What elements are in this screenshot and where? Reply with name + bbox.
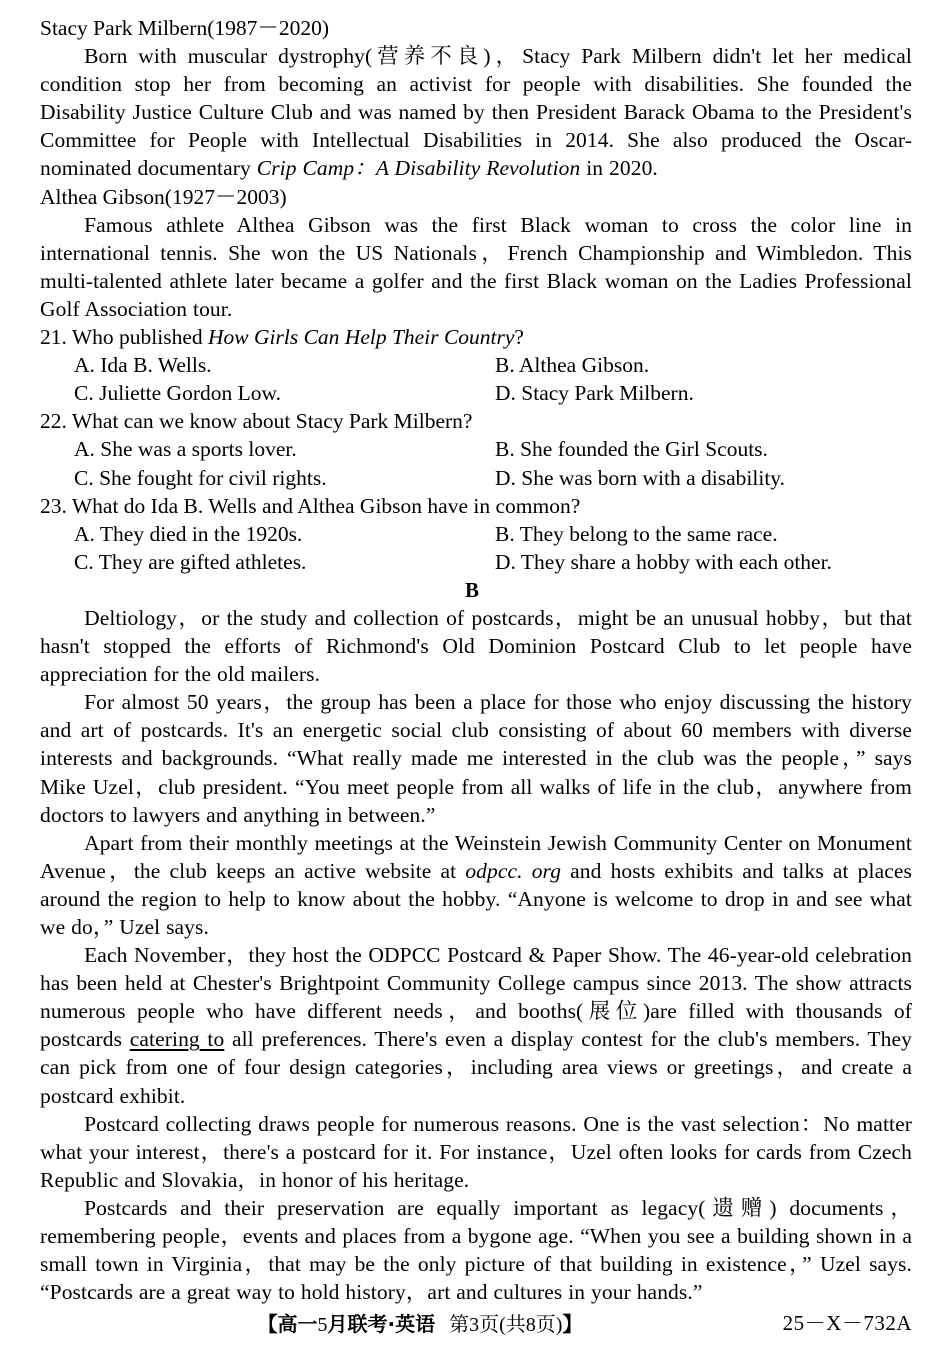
question-22-option-c[interactable]: C. She fought for civil rights. [74, 465, 327, 490]
question-22-options-row-1 [40, 435, 912, 463]
question-23-option-c[interactable]: C. They are gifted athletes. [74, 549, 307, 574]
paper-code: 25－X－732A [782, 1311, 912, 1335]
question-23-stem [40, 492, 912, 520]
question-21-option-c[interactable]: C. Juliette Gordon Low. [74, 381, 282, 406]
question-21-number: 21. [40, 325, 67, 350]
passage-b-paragraph-1: Deltiology，or the study and collection of postcards，might be an unusual hobby，but that hasn't stopped the efforts of Richmond's Old Dominion Postcard Club to let people have appreciation for the old mailers. [40, 605, 912, 687]
passage-b-p3-part2: and hosts exhibits and talks at places around the region to help to know about the hobby. “Anyone is welcome to drop in and see what we do，” Uzel says. [40, 858, 912, 939]
question-21-option-b[interactable]: B. Althea Gibson. [495, 353, 650, 378]
question-23-options-row-2 [40, 548, 912, 576]
footer-total-pages: 8 [525, 1313, 536, 1336]
question-22-option-a[interactable]: A. She was a sports lover. [74, 437, 297, 462]
question-21-options-row-1 [40, 351, 912, 379]
passage-b-p4-part1: Each November，they host the ODPCC Postcard & Paper Show. The 46-year-old celebration has been held at Chester's Brightpoint Community College campus since 2013. The show attracts numerous people who have different needs，and booths(展位)are filled with thousands of postcards [40, 943, 912, 1052]
person1-body-part2: in 2020. [580, 156, 658, 181]
passage-b-paragraph-3 [40, 829, 912, 941]
footer-page-suffix: 页) [535, 1313, 563, 1336]
question-22-number: 22. [40, 409, 67, 434]
passage-b-paragraph-6: Postcards and their preservation are equally important as legacy(遗赠) documents，remembering people，events and places from a bygone age. “When you see a building shown in a small town in Virginia，that may be the only picture of that building in existence，” Uzel says. “Postcards are a great way to hold history，art and cultures in your hands.” [40, 1195, 912, 1305]
question-23-option-b[interactable]: B. They belong to the same race. [495, 521, 778, 546]
passage-b-paragraph-5: Postcard collecting draws people for numerous reasons. One is the vast selection：No matter what your interest，there's a postcard for it. For instance，Uzel often looks for cards from Czech Republic and Slovakia，in honor of his heritage. [40, 1111, 912, 1192]
question-23-number: 23. [40, 493, 67, 518]
footer-separator: · [387, 1311, 396, 1336]
passage-b-p4-part2: all preferences. There's even a display contest for the club's members. They can pick from one of four design categories，including area views or greetings，and create a postcard exhibit. [40, 1027, 912, 1108]
question-23-text: What do Ida B. Wells and Althea Gibson have in common? [66, 493, 581, 518]
question-21-stem [40, 323, 912, 351]
person1-body-part1: Born with muscular dystrophy(营养不良)，Stacy Park Milbern didn't let her medical condition stop her from becoming an activist for people with disabilities. She founded the Disability Justice Culture Club and was named by then President Barack Obama to the President's Committee for People with Intellectual Disabilities in 2014. She also produced the Oscar-nominated documentary [40, 44, 912, 181]
question-22-option-b[interactable]: B. She founded the Girl Scouts. [495, 437, 768, 462]
footer-page-prefix: 第 [449, 1313, 470, 1336]
question-22-option-d[interactable]: D. She was born with a disability. [495, 465, 786, 490]
person2-heading: Althea Gibson(1927－2003) [40, 184, 287, 209]
footer-exam-label: 高一 [277, 1311, 318, 1336]
person1-body [40, 42, 912, 182]
footer-page-mid: 页(共 [479, 1313, 526, 1336]
question-22-stem [40, 407, 912, 435]
passage-b-paragraph-4 [40, 941, 912, 1110]
footer-page-number: 3 [469, 1313, 480, 1336]
question-22-options-row-2 [40, 464, 912, 492]
underlined-phrase-catering-to: catering to [129, 1027, 225, 1052]
website-url: odpcc. org [465, 858, 562, 883]
person2-body: Famous athlete Althea Gibson was the first Black woman to cross the color line in international tennis. She won the US Nationals，French Championship and Wimbledon. This multi-talented athlete later became a golfer and the first Black woman on the Ladies Professional Golf Association tour. [40, 212, 912, 321]
question-23-option-a[interactable]: A. They died in the 1920s. [74, 521, 303, 546]
section-letter-b: B [464, 577, 479, 602]
passage-b-p3-part1: Apart from their monthly meetings at the Weinstein Jewish Community Center on Monument Avenue，the club keeps an active website at [40, 830, 912, 883]
question-21-option-d[interactable]: D. Stacy Park Milbern. [495, 381, 694, 406]
question-21-suffix: ? [514, 325, 524, 350]
footer-bracket-close: 】 [562, 1311, 583, 1336]
question-21-options-row-2 [40, 379, 912, 407]
footer-month-number: 5 [317, 1313, 328, 1336]
footer-subject: 英语 [395, 1311, 436, 1336]
page-footer [0, 1302, 950, 1342]
passage-b-paragraph-2: For almost 50 years，the group has been a place for those who enjoy discussing the history and art of postcards. It's an energetic social club consisting of about 60 members with diverse interests and backgrounds. “What really made me interested in the club was the people，” says Mike Uzel，club president. “You meet people from all walks of life in the club，anywhere from doctors to lawyers and anything in between.” [40, 690, 912, 827]
question-21-text: Who published [66, 325, 209, 350]
question-22-text: What can we know about Stacy Park Milbern? [66, 409, 473, 434]
question-21-option-a[interactable]: A. Ida B. Wells. [74, 353, 212, 378]
question-23-options-row-1 [40, 520, 912, 548]
footer-bracket-open: 【 [257, 1311, 278, 1336]
documentary-title: Crip Camp：A Disability Revolution [256, 156, 581, 181]
question-21-italic-title: How Girls Can Help Their Country [208, 325, 515, 350]
person1-heading: Stacy Park Milbern(1987－2020) [40, 16, 330, 40]
question-23-option-d[interactable]: D. They share a hobby with each other. [495, 549, 832, 574]
footer-month-label: 月联考 [327, 1311, 388, 1336]
